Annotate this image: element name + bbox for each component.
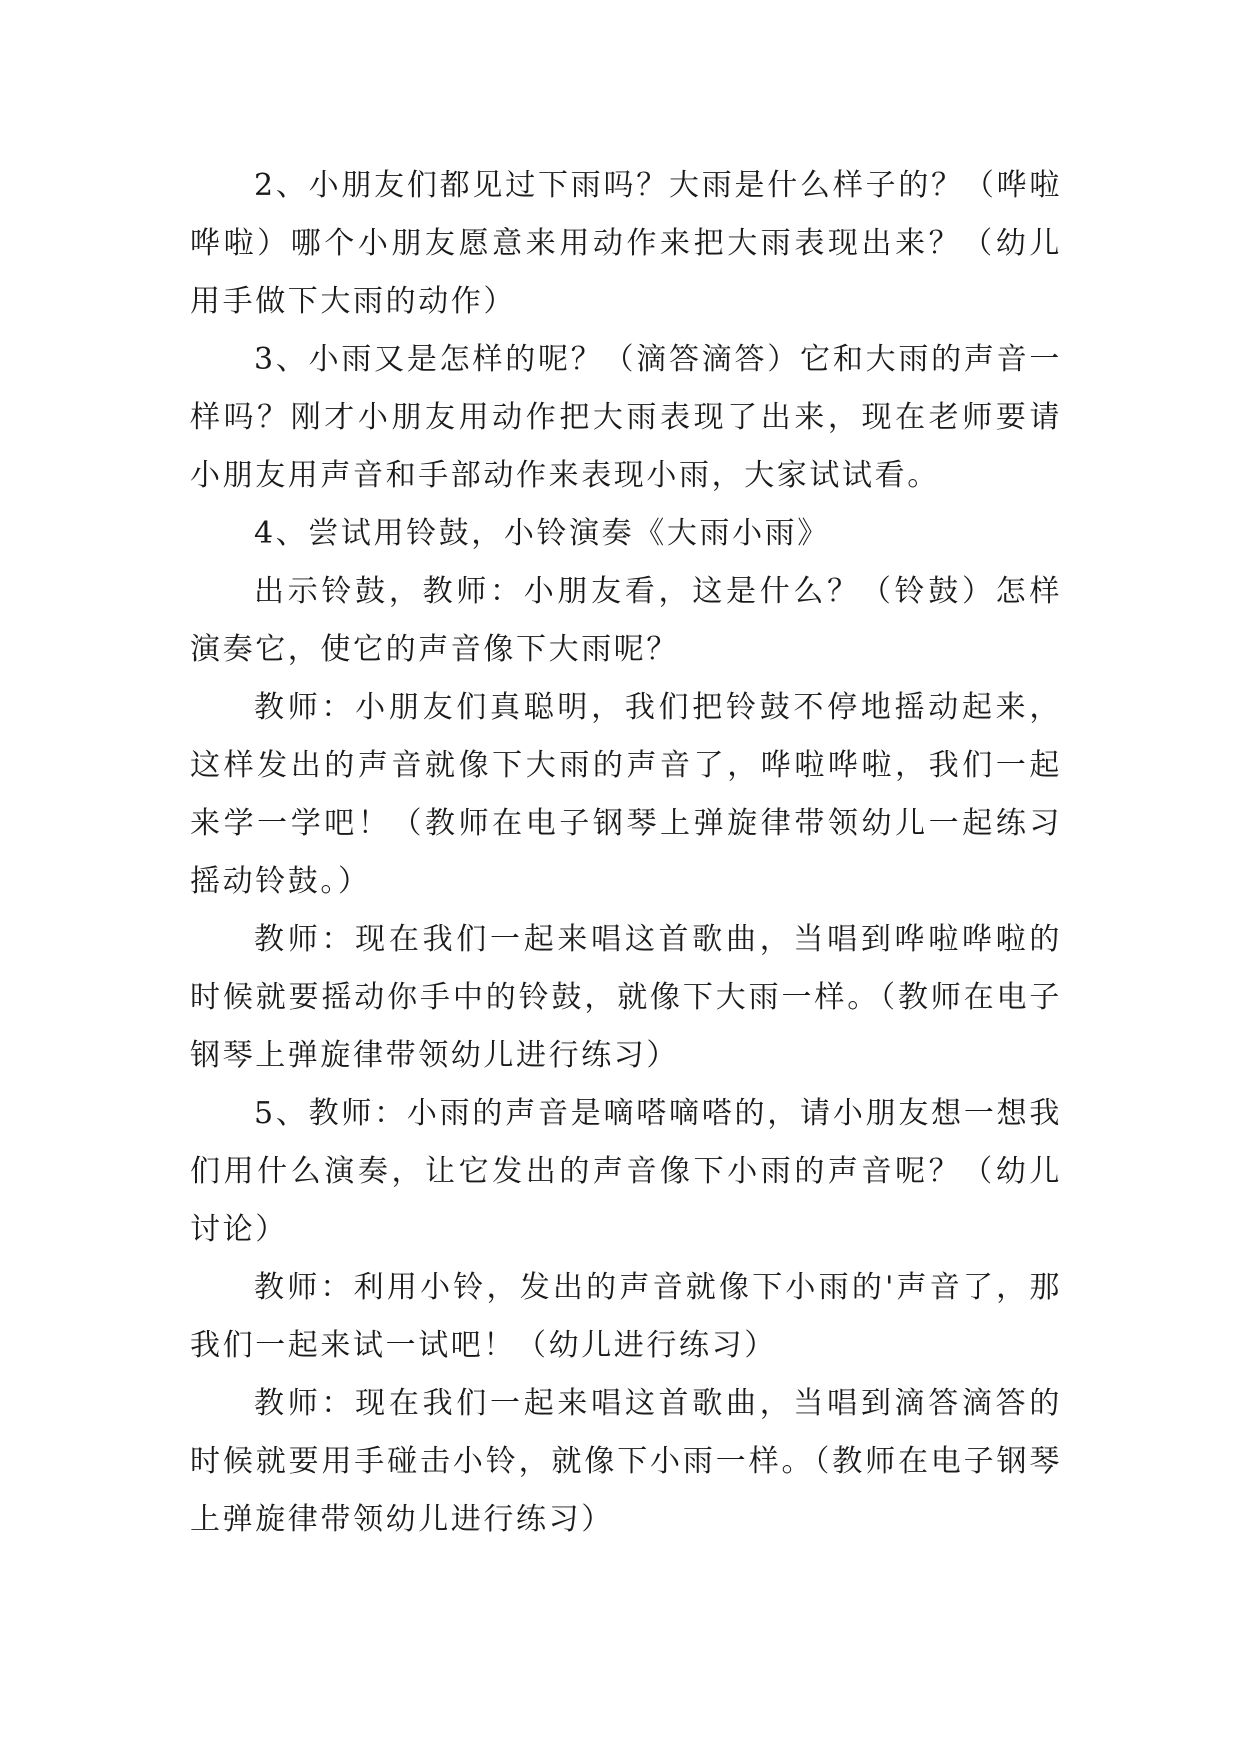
paragraph-step-5: 5、教师：小雨的声音是嘀嗒嘀嗒的，请小朋友想一想我们用什么演奏，让它发出的声音像下小雨的声音呢？（幼儿讨论） xyxy=(190,1096,1062,1247)
paragraph-step-2: 2、小朋友们都见过下雨吗？大雨是什么样子的？（哗啦哗啦）哪个小朋友愿意来用动作来把大雨表现出来？（幼儿用手做下大雨的动作） xyxy=(190,168,1062,319)
paragraph-teacher-sing-light-rain: 教师：现在我们一起来唱这首歌曲，当唱到滴答滴答的时候就要用手碰击小铃，就像下小雨一样。（教师在电子钢琴上弹旋律带领幼儿进行练习） xyxy=(190,1386,1062,1537)
paragraph-teacher-tambourine: 教师：小朋友们真聪明，我们把铃鼓不停地摇动起来，这样发出的声音就像下大雨的声音了，哗啦哗啦，我们一起来学一学吧！（教师在电子钢琴上弹旋律带领幼儿一起练习摇动铃鼓。） xyxy=(190,690,1062,899)
paragraph-step-4: 4、尝试用铃鼓，小铃演奏《大雨小雨》 xyxy=(254,516,830,551)
paragraph-show-tambourine: 出示铃鼓，教师：小朋友看，这是什么？（铃鼓）怎样演奏它，使它的声音像下大雨呢？ xyxy=(190,574,1062,667)
paragraph-teacher-sing-heavy-rain: 教师：现在我们一起来唱这首歌曲，当唱到哗啦哗啦的时候就要摇动你手中的铃鼓，就像下大雨一样。（教师在电子钢琴上弹旋律带领幼儿进行练习） xyxy=(190,922,1062,1073)
document-body xyxy=(190,157,1062,1549)
paragraph-step-3: 3、小雨又是怎样的呢？（滴答滴答）它和大雨的声音一样吗？刚才小朋友用动作把大雨表现了出来，现在老师要请小朋友用声音和手部动作来表现小雨，大家试试看。 xyxy=(190,342,1062,493)
paragraph-teacher-small-bell: 教师：利用小铃，发出的声音就像下小雨的'声音了，那我们一起来试一试吧！（幼儿进行练习） xyxy=(190,1270,1062,1363)
